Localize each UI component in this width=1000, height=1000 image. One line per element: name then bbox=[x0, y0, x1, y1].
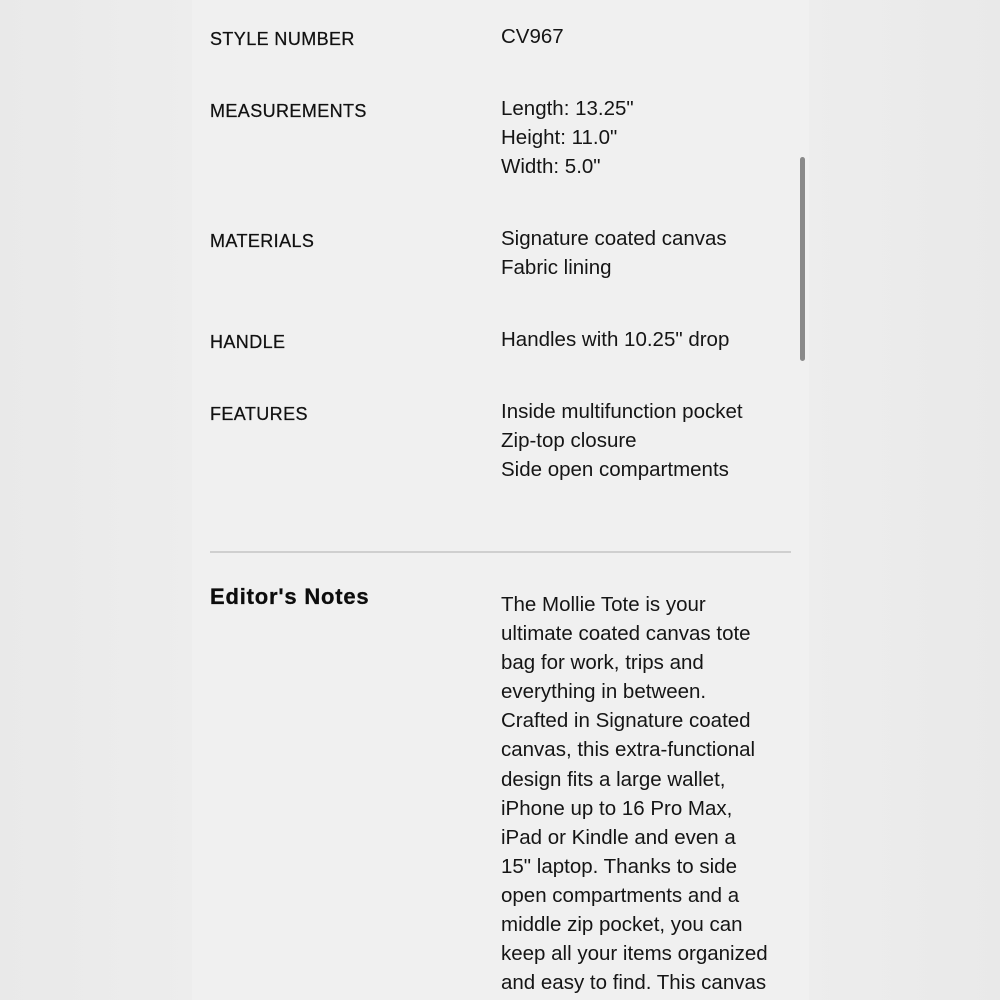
editors-notes-body bbox=[501, 580, 800, 997]
spec-value: Zip-top closure bbox=[501, 429, 637, 452]
spec-values-materials bbox=[501, 224, 790, 282]
spec-values-style-number bbox=[501, 22, 790, 51]
spec-value-width: Width: 5.0" bbox=[501, 155, 601, 178]
spec-value-height: Height: 11.0" bbox=[501, 126, 618, 149]
notes-line: iPad or Kindle and even a bbox=[501, 825, 736, 849]
notes-line: open compartments and a bbox=[501, 883, 740, 907]
notes-line: and easy to find. This canvas bbox=[501, 971, 767, 995]
notes-line: bag for work, trips and bbox=[501, 651, 704, 675]
notes-line: middle zip pocket, you can bbox=[501, 913, 743, 937]
spec-value: Handles with 10.25" drop bbox=[501, 328, 730, 351]
spec-row-measurements bbox=[210, 94, 790, 224]
notes-line: Crafted in Signature coated bbox=[501, 709, 751, 733]
editors-notes-heading: Editor's Notes bbox=[210, 584, 370, 609]
spec-values-handle bbox=[501, 325, 790, 354]
spec-row-features bbox=[210, 397, 790, 547]
notes-line: iPhone up to 16 Pro Max, bbox=[501, 796, 733, 820]
notes-line: ultimate coated canvas tote bbox=[501, 622, 751, 646]
spec-list bbox=[210, 22, 790, 547]
spec-value: CV967 bbox=[501, 25, 564, 48]
spec-value: Signature coated canvas bbox=[501, 227, 727, 250]
spec-label-style-number: STYLE NUMBER bbox=[210, 29, 355, 49]
backdrop-left bbox=[0, 0, 192, 1000]
product-specs-panel bbox=[192, 0, 809, 1000]
notes-line: The Mollie Tote is your bbox=[501, 593, 706, 616]
spec-values-measurements bbox=[501, 94, 790, 181]
spec-value: Side open compartments bbox=[501, 458, 729, 481]
spec-value-length: Length: 13.25" bbox=[501, 97, 634, 120]
spec-label-measurements: MEASUREMENTS bbox=[210, 101, 367, 121]
scrollbar-thumb[interactable] bbox=[800, 157, 805, 361]
backdrop-right bbox=[808, 0, 1000, 1000]
spec-row-materials bbox=[210, 224, 790, 325]
spec-value: Inside multifunction pocket bbox=[501, 400, 743, 423]
notes-line: design fits a large wallet, bbox=[501, 767, 726, 791]
notes-line: everything in between. bbox=[501, 680, 707, 704]
spec-row-style-number bbox=[210, 22, 790, 94]
section-divider bbox=[210, 551, 791, 553]
spec-value: Fabric lining bbox=[501, 256, 612, 279]
spec-label-materials: MATERIALS bbox=[210, 231, 315, 251]
spec-label-handle: HANDLE bbox=[210, 332, 286, 352]
notes-line: keep all your items organized bbox=[501, 942, 768, 966]
notes-line: 15" laptop. Thanks to side bbox=[501, 854, 737, 878]
spec-values-features bbox=[501, 397, 790, 484]
editors-notes-section bbox=[210, 580, 800, 997]
notes-line: canvas, this extra-functional bbox=[501, 738, 756, 762]
spec-label-features: FEATURES bbox=[210, 404, 308, 424]
spec-row-handle bbox=[210, 325, 790, 397]
